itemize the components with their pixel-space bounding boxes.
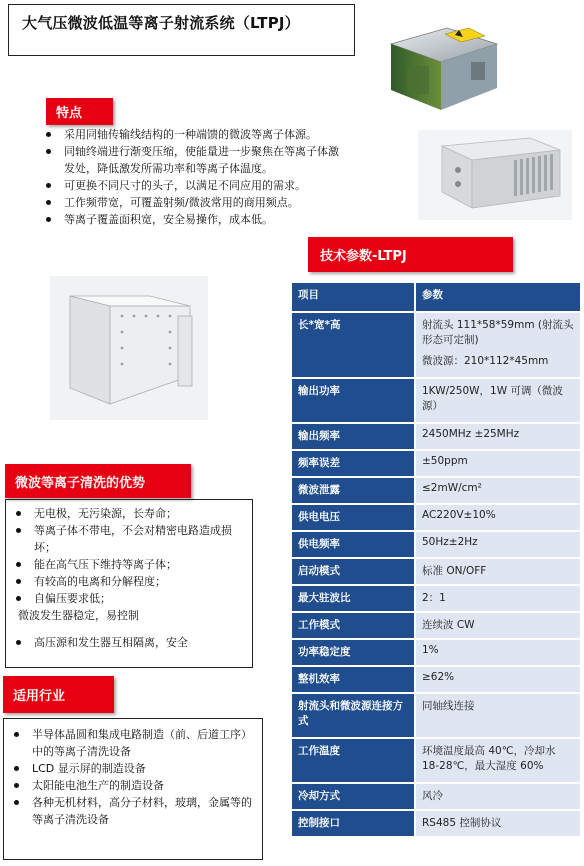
table-row: [292, 451, 582, 478]
page-title: 大气压微波低温等离子射流系统（LTPJ）: [22, 14, 300, 32]
table-row: [292, 784, 582, 811]
row-key: 功率稳定度: [292, 640, 416, 667]
features-item: 等离子覆盖面积宽，安全易操作，成本低。: [42, 211, 342, 228]
row-value: 同轴线连接: [416, 694, 582, 739]
table-row: [292, 694, 582, 739]
row-key: 启动模式: [292, 559, 416, 586]
row-key: 工作温度: [292, 739, 416, 784]
row-value: 50Hz±2Hz: [416, 532, 582, 559]
industries-list: [10, 726, 258, 828]
tech-params-header-label: 技术参数-LTPJ: [320, 249, 407, 264]
features-list: [42, 126, 342, 228]
table-row: [292, 613, 582, 640]
advantages-item: 无电极，无污染源，长寿命；: [12, 505, 250, 522]
advantages-item: 高压源和发生器互相隔离，安全: [12, 634, 250, 651]
advantages-item: 微波发生器稳定，易控制: [18, 609, 139, 622]
row-value: 1%: [416, 640, 582, 667]
row-key: 频率误差: [292, 451, 416, 478]
row-key: 射流头和微波源连接方式: [292, 694, 416, 739]
industries-header: [3, 676, 114, 713]
row-value: 标准 ON/OFF: [416, 559, 582, 586]
row-value-line: 微波源：210*112*45mm: [422, 355, 549, 367]
row-key: 冷却方式: [292, 784, 416, 811]
table-row: [292, 739, 582, 784]
row-value: 2450MHz ±25MHz: [416, 424, 582, 451]
advantages-item: 自偏压要求低；: [12, 590, 250, 607]
row-key: 微波泄露: [292, 478, 416, 505]
row-key: 输出频率: [292, 424, 416, 451]
features-item: 可更换不同尺寸的头子，以满足不同应用的需求。: [42, 177, 342, 194]
row-value: ≤2mW/cm²: [416, 478, 582, 505]
table-header-row: [292, 283, 582, 313]
industries-item: 各种无机材料，高分子材料，玻璃，金属等的等离子清洗设备: [10, 794, 258, 828]
column-header-item: 项目: [292, 283, 416, 313]
row-key: 整机效率: [292, 667, 416, 694]
table-row: [292, 379, 582, 424]
row-key: 供电频率: [292, 532, 416, 559]
row-key: 供电电压: [292, 505, 416, 532]
table-row: [292, 640, 582, 667]
table-row: [292, 532, 582, 559]
table-row: [292, 478, 582, 505]
row-value: ≥62%: [416, 667, 582, 694]
table-row: [292, 505, 582, 532]
row-key: 长*宽*高: [292, 313, 416, 379]
advantages-header-label: 微波等离子清洗的优势: [15, 475, 146, 491]
table-row: [292, 586, 582, 613]
row-value: 1KW/250W，1W 可调（微波源）: [416, 379, 582, 424]
row-value: 2：1: [416, 586, 582, 613]
advantages-list: [12, 505, 250, 651]
tech-params-header: [308, 237, 513, 272]
tech-params-table: [292, 283, 582, 838]
row-value: 环境温度最高 40℃，冷却水 18-28℃，最大湿度 60%: [416, 739, 582, 784]
row-key: 输出功率: [292, 379, 416, 424]
table-row: [292, 559, 582, 586]
table-row: [292, 811, 582, 838]
industries-item: 半导体晶圆和集成电路制造（前、后道工序）中的等离子清洗设备: [10, 726, 258, 760]
industries-item: LCD 显示屏的制造设备: [10, 760, 258, 777]
table-row: [292, 667, 582, 694]
row-value: RS485 控制协议: [416, 811, 582, 838]
features-item: 采用同轴传输线结构的一种端馈的微波等离子体源。: [42, 126, 342, 143]
row-value: [416, 313, 582, 379]
row-value: 风冷: [416, 784, 582, 811]
row-key: 最大驻波比: [292, 586, 416, 613]
row-value: AC220V±10%: [416, 505, 582, 532]
advantages-item: 等离子体不带电，不会对精密电路造成损坏；: [12, 522, 250, 556]
microwave-source-image: [418, 130, 572, 220]
waveguide-head-image: [50, 276, 208, 420]
features-item: 同轴终端进行渐变压缩，使能量进一步聚焦在等离子体激发处，降低激发所需功率和等离子体温度。: [42, 143, 342, 177]
industries-header-label: 适用行业: [13, 689, 66, 704]
features-header-label: 特点: [56, 106, 83, 121]
advantages-header: [5, 464, 191, 498]
row-value: 连续波 CW: [416, 613, 582, 640]
industries-item: 太阳能电池生产的制造设备: [10, 777, 258, 794]
jet-head-image: [385, 22, 503, 116]
column-header-param: 参数: [416, 283, 582, 313]
advantages-item: 有较高的电离和分解程度；: [12, 573, 250, 590]
row-key: 工作模式: [292, 613, 416, 640]
advantages-item: 能在高气压下维持等离子体；: [12, 556, 250, 573]
table-row: [292, 424, 582, 451]
table-row: [292, 313, 582, 379]
features-header: [46, 98, 113, 125]
features-item: 工作频带宽，可覆盖射频/微波常用的商用频点。: [42, 194, 342, 211]
row-key: 控制接口: [292, 811, 416, 838]
row-value: ±50ppm: [416, 451, 582, 478]
row-value-line: 射流头 111*58*59mm (射流头形态可定制): [422, 319, 574, 346]
